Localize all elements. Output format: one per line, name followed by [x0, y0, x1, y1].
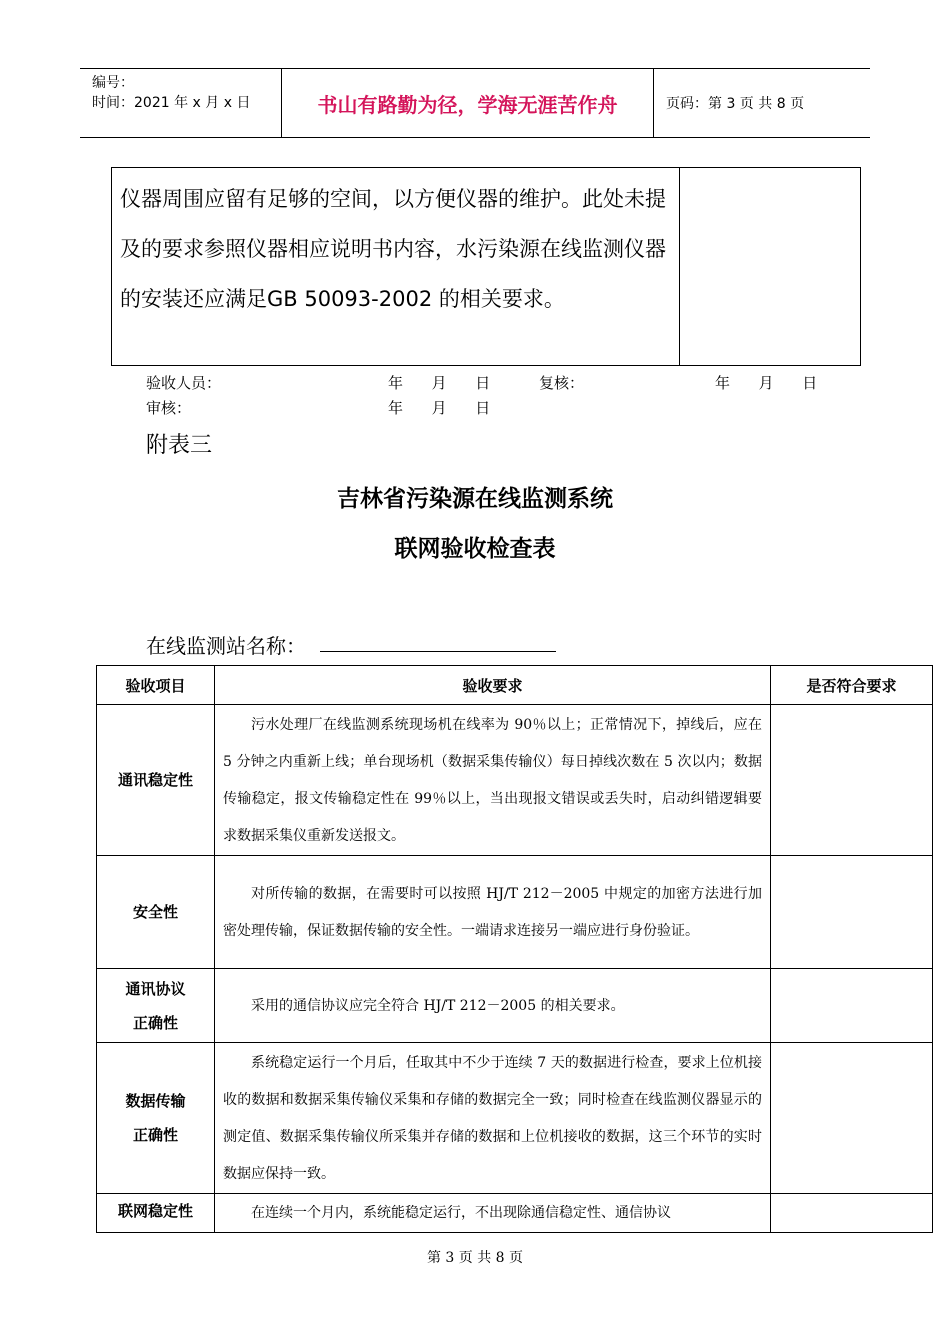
audit-date: 年 月 日 — [388, 399, 491, 417]
review-date: 年 月 日 — [715, 374, 818, 392]
row-compliance — [771, 705, 933, 856]
header-item: 验收项目 — [97, 666, 215, 705]
row-compliance — [771, 1194, 933, 1233]
table-divider — [679, 168, 680, 365]
row-item — [97, 1043, 215, 1194]
acceptor-date: 年 月 日 — [388, 374, 491, 392]
continued-table — [111, 167, 861, 366]
row-item: 安全性 — [97, 856, 215, 969]
header-requirement: 验收要求 — [215, 666, 771, 705]
row-item-line2: 正确性 — [132, 1126, 178, 1144]
continued-requirement-text: 仪器周围应留有足够的空间，以方便仪器的维护。此处未提及的要求参照仪器相应说明书内容，水污染源在线监测仪器的安装还应满足GB 50093-2002 的相关要求。 — [120, 187, 666, 311]
page-footer: 第 3 页 共 8 页 — [426, 1250, 524, 1266]
station-name-input-line — [320, 651, 556, 652]
header-motto: 书山有路勤为径，学海无涯苦作舟 — [281, 69, 654, 137]
table-row — [97, 856, 933, 969]
header-meta — [80, 69, 281, 137]
table-row — [97, 705, 933, 856]
table-row — [97, 969, 933, 1043]
audit-label: 审核： — [146, 399, 192, 417]
appendix-label: 附表三 — [146, 433, 213, 458]
header-page-label: 页码：第 3 页 共 8 页 — [666, 96, 805, 112]
acceptance-table — [96, 665, 933, 1233]
row-item-line1: 通讯协议 — [125, 979, 186, 998]
table-header-row — [97, 666, 933, 705]
row-requirement: 对所传输的数据，在需要时可以按照 HJ/T 212－2005 中规定的加密方法进行加密处理传输，保证数据传输的安全性。一端请求连接另一端应进行身份验证。 — [215, 856, 771, 969]
row-item-line1: 数据传输 — [125, 1092, 186, 1110]
row-item — [97, 969, 215, 1043]
table-row — [97, 1043, 933, 1194]
row-requirement: 采用的通信协议应完全符合 HJ/T 212－2005 的相关要求。 — [215, 969, 771, 1043]
header-compliance: 是否符合要求 — [771, 666, 933, 705]
title-line-1: 吉林省污染源在线监测系统 — [337, 486, 613, 512]
row-requirement: 污水处理厂在线监测系统现场机在线率为 90％以上；正常情况下，掉线后，应在 5 分钟之内重新上线；单台现场机（数据采集传输仪）每日掉线次数在 5 次以内；数据传输稳定，报文传输稳定性在 99％以上，当出现报文错误或丢失时，启动纠错逻辑要求数据采集仪重新发送报文。 — [215, 705, 771, 856]
row-item: 联网稳定性 — [97, 1194, 215, 1233]
page-header — [80, 68, 870, 138]
document-number-label: 编号： — [92, 75, 134, 91]
acceptor-label: 验收人员： — [146, 374, 222, 392]
row-compliance — [771, 856, 933, 969]
title-line-2: 联网验收检查表 — [394, 536, 556, 562]
document-time-label: 时间：2021 年 x 月 x 日 — [92, 95, 251, 111]
row-requirement: 在连续一个月内，系统能稳定运行，不出现除通信稳定性、通信协议 — [215, 1194, 771, 1233]
row-item: 通讯稳定性 — [97, 705, 215, 856]
row-requirement: 系统稳定运行一个月后，任取其中不少于连续 7 天的数据进行检查，要求上位机接收的数据和数据采集传输仪采集和存储的数据完全一致；同时检查在线监测仪器显示的测定值、数据采集传输仪所采集并存储的数据和上位机接收的数据，这三个环节的实时数据应保持一致。 — [215, 1043, 771, 1194]
row-compliance — [771, 969, 933, 1043]
review-label: 复核： — [539, 374, 585, 392]
row-compliance — [771, 1043, 933, 1194]
station-name-label: 在线监测站名称： — [146, 634, 306, 658]
row-item-line2: 正确性 — [132, 1013, 178, 1032]
table-row — [97, 1194, 933, 1233]
